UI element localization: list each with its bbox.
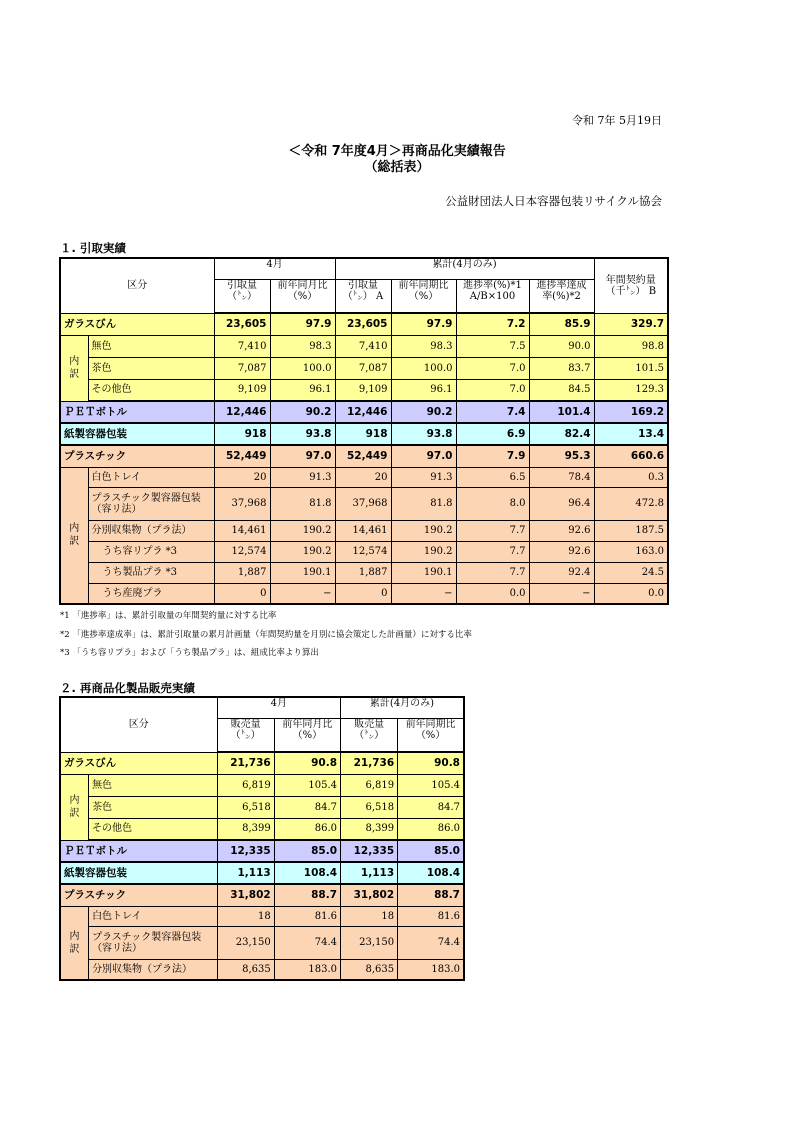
row-label: うち製品プラ *3 xyxy=(88,562,214,583)
header-unit: （㌧） xyxy=(227,290,257,302)
header-achievement xyxy=(529,279,594,313)
cell: 90.2 xyxy=(270,401,335,423)
cell: 86.0 xyxy=(398,818,464,840)
row-label: 無色 xyxy=(89,774,218,796)
table-row xyxy=(60,884,464,906)
cell: 31,802 xyxy=(341,884,398,906)
cell: 91.3 xyxy=(391,467,456,487)
cell: 97.0 xyxy=(270,445,335,467)
cell: 95.3 xyxy=(529,445,594,467)
cell: 82.4 xyxy=(529,423,594,445)
header-cumulative: 累計(4月のみ) xyxy=(341,697,464,718)
cell: 88.7 xyxy=(398,884,464,906)
row-label: うち産廃プラ xyxy=(88,583,214,604)
cell: 12,574 xyxy=(335,541,391,562)
header-unit: （㌧） xyxy=(230,729,261,741)
header-annual-unit: （千㌧） B xyxy=(605,285,657,297)
cell: 85.9 xyxy=(529,313,594,335)
header-label: 前年同月比 xyxy=(282,718,333,730)
cell: 74.4 xyxy=(398,926,464,959)
header-label: 進捗率達成 xyxy=(536,279,587,291)
header-month: 4月 xyxy=(214,258,335,279)
cell: 190.2 xyxy=(270,520,335,541)
table-row xyxy=(60,467,668,487)
header-unit: （%） xyxy=(292,729,323,741)
cell: 1,113 xyxy=(341,862,398,884)
organization-name: 公益財団法人日本容器包装リサイクル協会 xyxy=(445,194,662,208)
cell: 98.8 xyxy=(594,335,668,357)
cell: 0 xyxy=(335,583,391,604)
footnote-1: *1 「進捗率」は、累計引取量の年間契約量に対する比率 xyxy=(60,611,277,621)
header-cum-yoy xyxy=(391,279,456,313)
cell: 84.7 xyxy=(274,796,340,818)
cell: 918 xyxy=(335,423,391,445)
cell: 7,087 xyxy=(214,357,270,379)
cell: 78.4 xyxy=(529,467,594,487)
cell: 14,461 xyxy=(335,520,391,541)
row-label: 白色トレイ xyxy=(88,467,214,487)
footnote-2: *2 「進捗率達成率」は、累計引取量の累月計画量（年間契約量を月別に協会策定した計画量）に対する比率 xyxy=(60,630,472,640)
cell: 7,410 xyxy=(335,335,391,357)
cell: 90.8 xyxy=(398,752,464,774)
cell: 21,736 xyxy=(341,752,398,774)
header-label: 前年同期比 xyxy=(405,718,456,730)
header-month-sales xyxy=(217,718,274,752)
cell: 90.8 xyxy=(274,752,340,774)
table-row xyxy=(60,520,668,541)
header-month: 4月 xyxy=(217,697,340,718)
cell: 660.6 xyxy=(594,445,668,467)
report-date: 令和 7年 5月19日 xyxy=(572,114,662,127)
row-label: 分別収集物（プラ法） xyxy=(89,959,218,980)
cell: 86.0 xyxy=(274,818,340,840)
cell: 52,449 xyxy=(335,445,391,467)
cell: 23,605 xyxy=(214,313,270,335)
cell: 183.0 xyxy=(398,959,464,980)
table-row xyxy=(60,541,668,562)
footnote-3: *3 「うち容リプラ」および「うち製品プラ」は、組成比率より算出 xyxy=(60,648,319,658)
cell: 18 xyxy=(217,906,274,926)
table-row xyxy=(60,840,464,862)
cell: 83.7 xyxy=(529,357,594,379)
table-row xyxy=(60,906,464,926)
cell: 23,150 xyxy=(217,926,274,959)
cell: 190.1 xyxy=(270,562,335,583)
row-label: 茶色 xyxy=(88,357,214,379)
row-label: 分別収集物（プラ法） xyxy=(88,520,214,541)
cell: 20 xyxy=(335,467,391,487)
cell: 98.3 xyxy=(270,335,335,357)
cell: 93.8 xyxy=(270,423,335,445)
cell: 97.0 xyxy=(391,445,456,467)
cell: 108.4 xyxy=(274,862,340,884)
cell: 96.4 xyxy=(529,487,594,520)
table-row xyxy=(60,423,668,445)
row-label: ＰＥＴボトル xyxy=(60,840,217,862)
row-label: 無色 xyxy=(88,335,214,357)
breakdown-label: 内 訳 xyxy=(60,335,88,401)
cell: 85.0 xyxy=(398,840,464,862)
cell: 183.0 xyxy=(274,959,340,980)
report-title xyxy=(0,144,794,176)
row-label: ガラスびん xyxy=(60,752,217,774)
breakdown-label: 内 訳 xyxy=(60,774,89,840)
header-unit: （%） xyxy=(408,290,439,302)
cell: 6,518 xyxy=(217,796,274,818)
cell: 74.4 xyxy=(274,926,340,959)
table-row xyxy=(60,335,668,357)
cell: 101.5 xyxy=(594,357,668,379)
cell: 37,968 xyxy=(335,487,391,520)
header-annual-label: 年間契約量 xyxy=(605,274,656,286)
table-row xyxy=(60,487,668,520)
section1-heading: １. 引取実績 xyxy=(60,241,126,255)
cell: 97.9 xyxy=(270,313,335,335)
row-label: 紙製容器包装 xyxy=(60,423,214,445)
cell: 88.7 xyxy=(274,884,340,906)
row-label: その他色 xyxy=(88,379,214,401)
row-label: プラスチック xyxy=(60,445,214,467)
cell: 105.4 xyxy=(274,774,340,796)
cell: 12,335 xyxy=(217,840,274,862)
header-kubun: 区分 xyxy=(60,258,214,313)
cell: 7.7 xyxy=(456,541,529,562)
cell: 92.6 xyxy=(529,541,594,562)
cell: 23,150 xyxy=(341,926,398,959)
cell: 1,887 xyxy=(214,562,270,583)
header-label: 販売量 xyxy=(354,718,385,730)
cell: 96.1 xyxy=(391,379,456,401)
row-label: うち容リプラ *3 xyxy=(88,541,214,562)
cell: − xyxy=(529,583,594,604)
cell: 12,574 xyxy=(214,541,270,562)
cell: 20 xyxy=(214,467,270,487)
header-month-intake xyxy=(214,279,270,313)
cell: 190.2 xyxy=(391,520,456,541)
cell: 81.6 xyxy=(398,906,464,926)
cell: 84.7 xyxy=(398,796,464,818)
cell: − xyxy=(270,583,335,604)
cell: 190.2 xyxy=(270,541,335,562)
cell: 472.8 xyxy=(594,487,668,520)
cell: 6.5 xyxy=(456,467,529,487)
cell: 163.0 xyxy=(594,541,668,562)
row-label: プラスチック xyxy=(60,884,217,906)
cell: 7,410 xyxy=(214,335,270,357)
row-label: その他色 xyxy=(89,818,218,840)
breakdown-label: 内 訳 xyxy=(60,906,89,980)
cell: 169.2 xyxy=(594,401,668,423)
row-label: 茶色 xyxy=(89,796,218,818)
cell: 190.1 xyxy=(391,562,456,583)
cell: 98.3 xyxy=(391,335,456,357)
cell: 0 xyxy=(214,583,270,604)
cell: 52,449 xyxy=(214,445,270,467)
header-unit: A/B×100 xyxy=(469,290,516,302)
cell: 329.7 xyxy=(594,313,668,335)
table-row xyxy=(60,959,464,980)
cell: 90.2 xyxy=(391,401,456,423)
cell: 13.4 xyxy=(594,423,668,445)
breakdown-label: 内 訳 xyxy=(60,467,88,604)
cell: 0.3 xyxy=(594,467,668,487)
cell: 6.9 xyxy=(456,423,529,445)
header-label: 進捗率(%)*1 xyxy=(463,279,522,291)
cell: 81.8 xyxy=(270,487,335,520)
cell: 7.2 xyxy=(456,313,529,335)
cell: 7.9 xyxy=(456,445,529,467)
cell: 108.4 xyxy=(398,862,464,884)
table-row xyxy=(60,926,464,959)
cell: 6,819 xyxy=(341,774,398,796)
row-label: 白色トレイ xyxy=(89,906,218,926)
cell: 1,887 xyxy=(335,562,391,583)
cell: 21,736 xyxy=(217,752,274,774)
cell: 8,635 xyxy=(217,959,274,980)
table-row xyxy=(60,313,668,335)
table-row xyxy=(60,401,668,423)
cell: 9,109 xyxy=(214,379,270,401)
cell: 190.2 xyxy=(391,541,456,562)
cell: 0.0 xyxy=(456,583,529,604)
header-cum-sales xyxy=(341,718,398,752)
cell: 93.8 xyxy=(391,423,456,445)
table-row xyxy=(60,752,464,774)
header-unit: （%） xyxy=(415,729,446,741)
header-label: 販売量 xyxy=(230,718,261,730)
header-label: 引取量 xyxy=(227,279,257,291)
cell: 0.0 xyxy=(594,583,668,604)
cell: 7.5 xyxy=(456,335,529,357)
title-line-2: （総括表） xyxy=(364,160,430,175)
table-row xyxy=(60,818,464,840)
cell: 8.0 xyxy=(456,487,529,520)
header-label: 前年同期比 xyxy=(398,279,449,291)
cell: 91.3 xyxy=(270,467,335,487)
cell: 81.8 xyxy=(391,487,456,520)
cell: 12,446 xyxy=(335,401,391,423)
sales-results-table xyxy=(59,696,465,981)
cell: 7.7 xyxy=(456,520,529,541)
table-row xyxy=(60,445,668,467)
table-row xyxy=(60,862,464,884)
header-cum-yoy xyxy=(398,718,464,752)
cell: 7.7 xyxy=(456,562,529,583)
cell: 7.4 xyxy=(456,401,529,423)
table-row xyxy=(60,562,668,583)
cell: 100.0 xyxy=(391,357,456,379)
table-row xyxy=(60,583,668,604)
cell: 918 xyxy=(214,423,270,445)
cell: 105.4 xyxy=(398,774,464,796)
row-label: ＰＥＴボトル xyxy=(60,401,214,423)
header-unit: （㌧） xyxy=(354,729,385,741)
cell: 24.5 xyxy=(594,562,668,583)
cell: − xyxy=(391,583,456,604)
table-row xyxy=(60,796,464,818)
row-label: プラスチック製容器包装（容リ法） xyxy=(88,487,214,520)
header-unit: （㌧） A xyxy=(342,290,384,302)
cell: 23,605 xyxy=(335,313,391,335)
cell: 8,399 xyxy=(341,818,398,840)
header-unit: 率(%)*2 xyxy=(542,290,581,302)
header-kubun: 区分 xyxy=(60,697,217,752)
cell: 100.0 xyxy=(270,357,335,379)
cell: 84.5 xyxy=(529,379,594,401)
cell: 12,335 xyxy=(341,840,398,862)
cell: 7,087 xyxy=(335,357,391,379)
table-row xyxy=(60,379,668,401)
intake-results-table xyxy=(59,257,669,605)
cell: 187.5 xyxy=(594,520,668,541)
cell: 37,968 xyxy=(214,487,270,520)
row-label: 紙製容器包装 xyxy=(60,862,217,884)
header-label: 前年同月比 xyxy=(277,279,328,291)
cell: 9,109 xyxy=(335,379,391,401)
cell: 18 xyxy=(341,906,398,926)
row-label: ガラスびん xyxy=(60,313,214,335)
cell: 6,518 xyxy=(341,796,398,818)
header-annual xyxy=(594,258,668,313)
header-cum-intake xyxy=(335,279,391,313)
cell: 92.4 xyxy=(529,562,594,583)
cell: 81.6 xyxy=(274,906,340,926)
cell: 14,461 xyxy=(214,520,270,541)
cell: 129.3 xyxy=(594,379,668,401)
cell: 12,446 xyxy=(214,401,270,423)
cell: 97.9 xyxy=(391,313,456,335)
header-progress xyxy=(456,279,529,313)
row-label: プラスチック製容器包装（容リ法） xyxy=(89,926,218,959)
header-cumulative: 累計(4月のみ) xyxy=(335,258,594,279)
cell: 101.4 xyxy=(529,401,594,423)
section2-heading: ２. 再商品化製品販売実績 xyxy=(60,681,195,695)
header-month-yoy xyxy=(274,718,340,752)
cell: 8,399 xyxy=(217,818,274,840)
cell: 31,802 xyxy=(217,884,274,906)
cell: 7.0 xyxy=(456,379,529,401)
header-month-yoy xyxy=(270,279,335,313)
cell: 7.0 xyxy=(456,357,529,379)
cell: 8,635 xyxy=(341,959,398,980)
cell: 92.6 xyxy=(529,520,594,541)
header-label: 引取量 xyxy=(348,279,378,291)
cell: 90.0 xyxy=(529,335,594,357)
cell: 85.0 xyxy=(274,840,340,862)
header-unit: （%） xyxy=(287,290,318,302)
cell: 6,819 xyxy=(217,774,274,796)
cell: 1,113 xyxy=(217,862,274,884)
table-row xyxy=(60,357,668,379)
table-row xyxy=(60,774,464,796)
title-line-1: ＜令和 7年度4月＞再商品化実績報告 xyxy=(288,144,506,159)
cell: 96.1 xyxy=(270,379,335,401)
